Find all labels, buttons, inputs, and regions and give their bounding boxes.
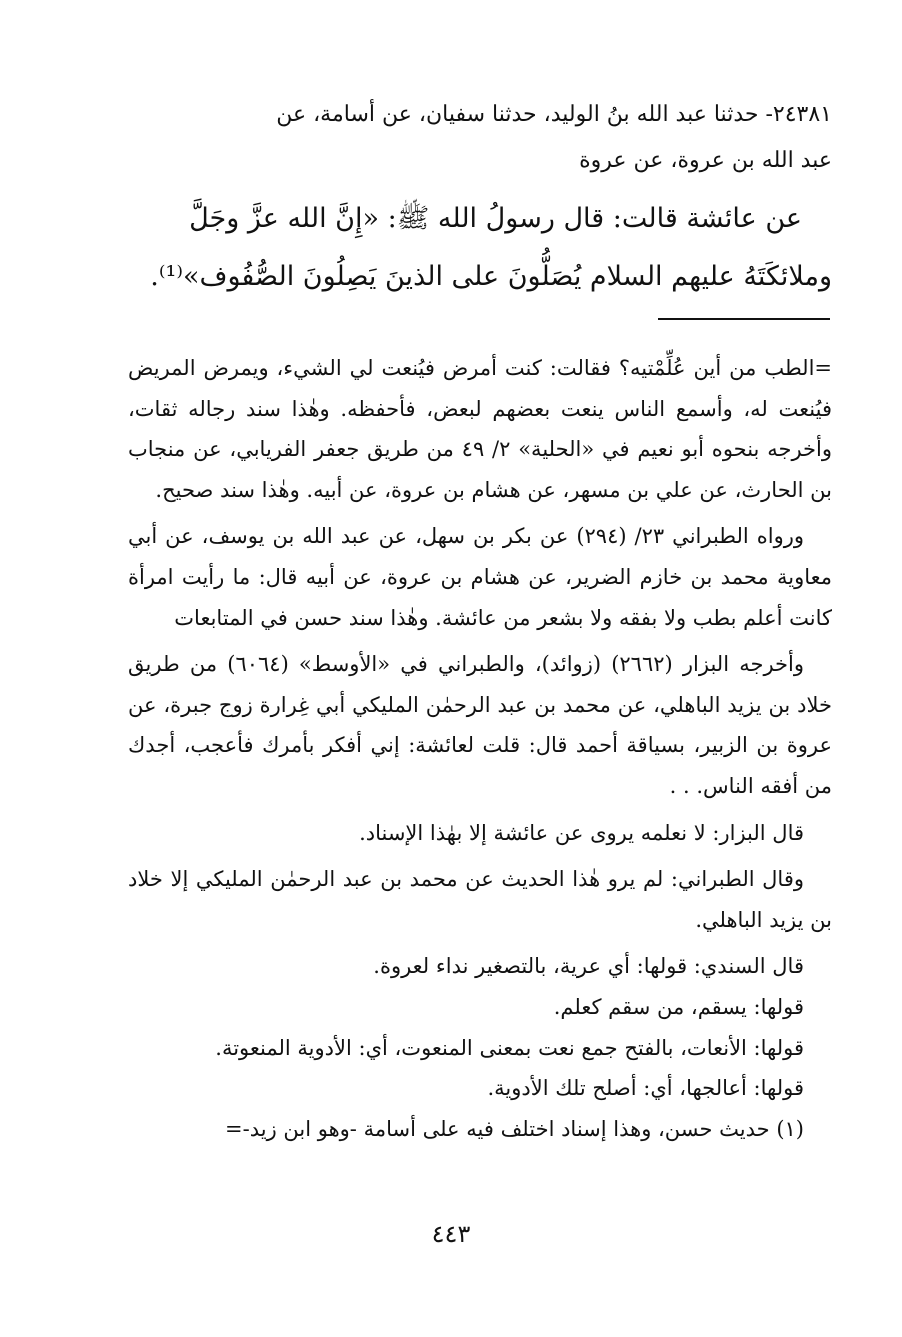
footnote-paragraph: ورواه الطبراني ٢٣/ (٢٩٤) عن بكر بن سهل، عن عبد الله بن يوسف، عن أبي معاوية محمد بن خازم الضرير، عن هشام بن عروة، عن أبيه قال: ما رأيت امرأة كانت أعلم بطب ولا بفقه ولا بشعر من عائشة. وهٰذا سند حسن في المتابعات: [128, 524, 832, 630]
footnote-paragraph: وقال الطبراني: لم يرو هٰذا الحديث عن محمد بن عبد الرحمٰن المليكي إلا خلاد بن يزيد الباهلي.: [128, 867, 832, 932]
footnote-paragraph: =الطب من أين عُلِّمْتيه؟ فقالت: كنت أمرض فيُنعت لي الشيء، ويمرض المريض فيُنعت له، وأسمع الناس ينعت بعضهم لبعض، فأحفظه. وهٰذا سند رجاله ثقات، وأخرجه بنحوه أبو نعيم في «الحلية» ٢/ ٤٩ من طريق جعفر الفريابي، عن منجاب بن الحارث، عن علي بن مسهر، عن هشام بن عروة، عن أبيه. وهٰذا سند صحيح.: [128, 356, 832, 502]
hadith-isnad: [128, 92, 832, 184]
footnote-separator: [658, 318, 830, 320]
footnote-paragraph: قولها: أعالجها، أي: أصلح تلك الأدوية.: [487, 1076, 804, 1101]
footnote-paragraph: قال البزار: لا نعلمه يروى عن عائشة إلا بهٰذا الإسناد.: [359, 820, 804, 845]
footnote-paragraph: قولها: يسقم، من سقم كعلم.: [553, 994, 804, 1019]
matn-line-1: عن عائشة قالت: قال رسولُ الله ﷺ: «إِنَّ الله عزَّ وجَلَّ: [189, 203, 802, 234]
matn-line-2: وملائكَتَهُ عليهم السلام يُصَلُّونَ على الذينَ يَصِلُونَ الصُّفُوف»⁽¹⁾.: [150, 261, 832, 292]
footnote-paragraph: قولها: الأنعات، بالفتح جمع نعت بمعنى المنعوت، أي: الأدوية المنعوتة.: [215, 1035, 804, 1060]
page-number: ٤٤٣: [431, 1220, 471, 1248]
isnad-line-2: عبد الله بن عروة، عن عروة: [579, 148, 832, 173]
isnad-line-1: ٢٤٣٨١- حدثنا عبد الله بنُ الوليد، حدثنا سفيان، عن أسامة، عن: [276, 102, 832, 127]
footnote-1: (١) حديث حسن، وهذا إسناد اختلف فيه على أسامة -وهو ابن زيد-=: [225, 1116, 804, 1141]
footnotes: [128, 348, 832, 1149]
footnote-paragraph: وأخرجه البزار (٢٦٦٢) (زوائد)، والطبراني في «الأوسط» (٦٠٦٤) من طريق خلاد بن يزيد الباهلي، عن محمد بن عبد الرحمٰن المليكي أبي غِرارة زوج جبرة، عن عروة بن الزبير، بسياقة أحمد قال: قلت لعائشة: إني أفكر بأمرك فأعجب، أجدك من أفقه الناس. . .: [128, 652, 832, 798]
footnote-paragraph: قال السندي: قولها: أي عرية، بالتصغير نداء لعروة.: [373, 954, 804, 979]
hadith-matn: [128, 190, 832, 306]
